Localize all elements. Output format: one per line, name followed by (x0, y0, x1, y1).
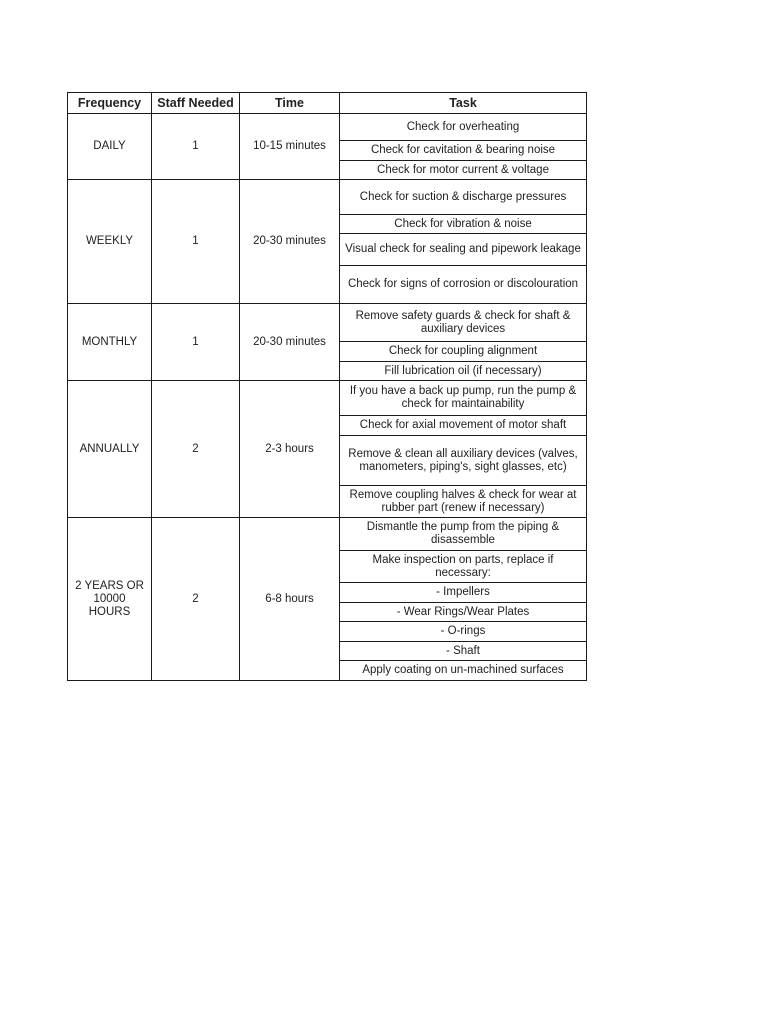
maintenance-schedule-table (67, 92, 587, 681)
task-cell: Make inspection on parts, replace if necessary: (340, 551, 587, 583)
table-body (68, 114, 587, 681)
time-cell: 6-8 hours (240, 518, 340, 681)
table-row (68, 114, 587, 141)
task-cell: If you have a back up pump, run the pump & check for maintainability (340, 381, 587, 416)
task-cell: - Shaft (340, 642, 587, 661)
task-cell: Check for vibration & noise (340, 215, 587, 234)
header-row (68, 93, 587, 114)
staff-cell: 2 (152, 518, 240, 681)
task-cell: Remove coupling halves & check for wear at rubber part (renew if necessary) (340, 486, 587, 518)
task-cell: Fill lubrication oil (if necessary) (340, 362, 587, 381)
task-cell: Remove & clean all auxiliary devices (valves, manometers, piping's, sight glasses, etc) (340, 436, 587, 486)
staff-cell: 1 (152, 180, 240, 304)
staff-cell: 1 (152, 114, 240, 180)
time-cell: 20-30 minutes (240, 304, 340, 381)
time-cell: 2-3 hours (240, 381, 340, 518)
table-row (68, 180, 587, 215)
frequency-cell: WEEKLY (68, 180, 152, 304)
task-cell: - O-rings (340, 622, 587, 642)
header-time: Time (240, 93, 340, 114)
frequency-cell: DAILY (68, 114, 152, 180)
staff-cell: 1 (152, 304, 240, 381)
task-cell: Check for axial movement of motor shaft (340, 416, 587, 436)
task-cell: Check for signs of corrosion or discolouration (340, 266, 587, 304)
task-cell: - Impellers (340, 583, 587, 603)
header-staff-needed: Staff Needed (152, 93, 240, 114)
frequency-cell: MONTHLY (68, 304, 152, 381)
staff-cell: 2 (152, 381, 240, 518)
table-row (68, 381, 587, 416)
time-cell: 10-15 minutes (240, 114, 340, 180)
table-row (68, 518, 587, 551)
frequency-cell: ANNUALLY (68, 381, 152, 518)
task-cell: - Wear Rings/Wear Plates (340, 603, 587, 622)
task-cell: Check for cavitation & bearing noise (340, 141, 587, 161)
task-cell: Visual check for sealing and pipework leakage (340, 234, 587, 266)
time-cell: 20-30 minutes (240, 180, 340, 304)
header-frequency: Frequency (68, 93, 152, 114)
header-task: Task (340, 93, 587, 114)
table-header (68, 93, 587, 114)
task-cell: Remove safety guards & check for shaft & auxiliary devices (340, 304, 587, 342)
task-cell: Check for motor current & voltage (340, 161, 587, 180)
task-cell: Apply coating on un-machined surfaces (340, 661, 587, 681)
task-cell: Dismantle the pump from the piping & disassemble (340, 518, 587, 551)
task-cell: Check for overheating (340, 114, 587, 141)
task-cell: Check for coupling alignment (340, 342, 587, 362)
table-row (68, 304, 587, 342)
frequency-cell: 2 YEARS OR 10000 HOURS (68, 518, 152, 681)
task-cell: Check for suction & discharge pressures (340, 180, 587, 215)
